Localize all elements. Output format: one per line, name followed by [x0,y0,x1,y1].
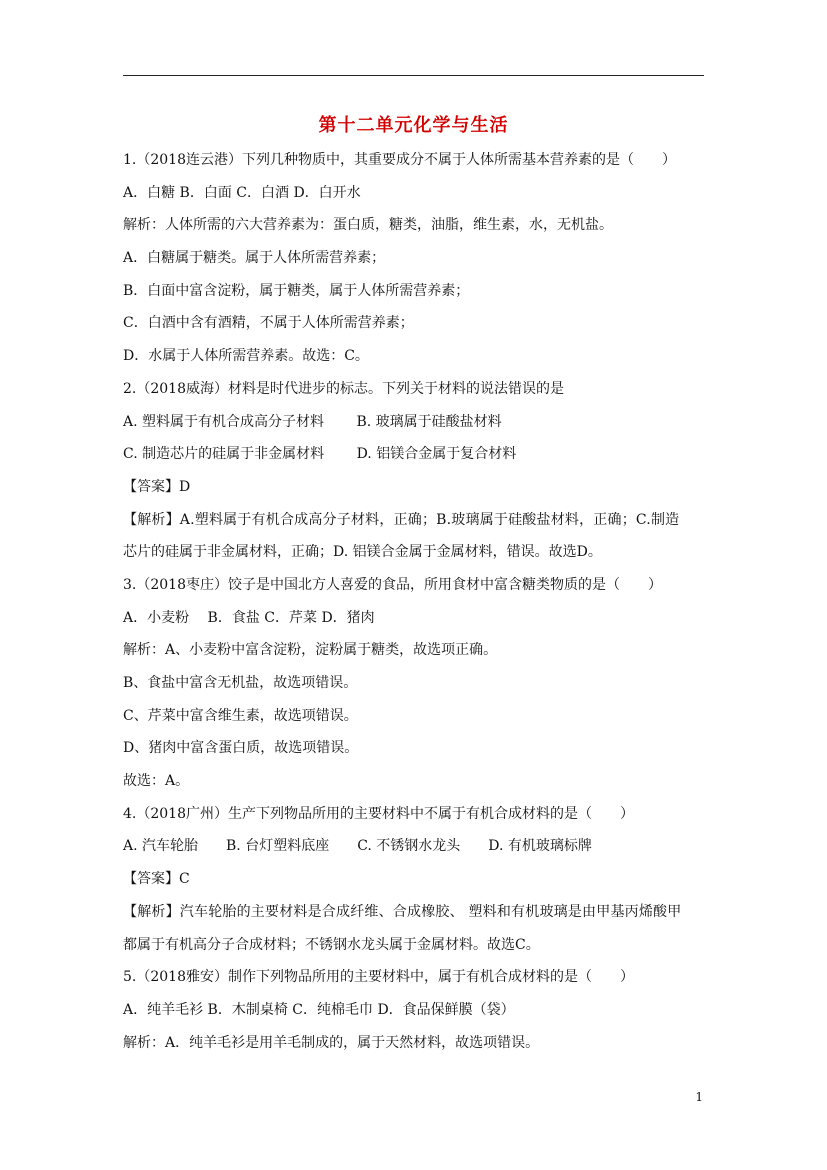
text-line: D、猪肉中富含蛋白质，故选项错误。 [123,740,359,757]
text-line: A. 汽车轮胎 B. 台灯塑料底座 C. 不锈钢水龙头 D. 有机玻璃标牌 [123,838,592,855]
document-body [123,151,708,1066]
text-line: A．小麦粉 B．食盐 C．芹菜 D．猪肉 [123,609,375,626]
document-title: 第十二单元化学与生活 [318,115,509,136]
text-line: 解析：人体所需的六大营养素为：蛋白质，糖类，油脂，维生素，水，无机盐。 [123,217,613,234]
text-line: C. 制造芯片的硅属于非金属材料 D. 铝镁合金属于复合材料 [123,446,517,463]
text-line: 解析：A、小麦粉中富含淀粉，淀粉属于糖类，故选项正确。 [123,642,498,659]
text-line: 解析：A．纯羊毛衫是用羊毛制成的，属于天然材料，故选项错误。 [123,1034,540,1051]
text-line: 5.（2018雅安）制作下列物品所用的主要材料中，属于有机合成材料的是（ ） [123,969,634,986]
text-line: C．白酒中含有酒精，不属于人体所需营养素； [123,315,414,332]
text-line: 4.（2018广州）生产下列物品所用的主要材料中不属于有机合成材料的是（ ） [123,805,634,822]
text-line: 【解析】汽车轮胎的主要材料是合成纤维、合成橡胶、 塑料和有机玻璃是由甲基丙烯酸甲 [123,903,682,920]
text-line: 2.（2018威海）材料是时代进步的标志。下列关于材料的说法错误的是 [123,380,564,397]
text-line: A. 塑料属于有机合成高分子材料 B. 玻璃属于硅酸盐材料 [123,413,502,430]
text-line: 都属于有机高分子合成材料；不锈钢水龙头属于金属材料。故选C。 [123,936,540,953]
header-rule [123,75,704,76]
text-line: 3.（2018枣庄）饺子是中国北方人喜爱的食品，所用食材中富含糖类物质的是（ ） [123,576,662,593]
text-line: 1.（2018连云港）下列几种物质中，其重要成分不属于人体所需基本营养素的是（ ） [123,152,676,168]
text-line: 【答案】D [123,478,191,495]
text-line: 芯片的硅属于非金属材料，正确；D. 铝镁合金属于金属材料，错误。故选D。 [123,544,602,561]
text-line: D．水属于人体所需营养素。故选：C。 [123,348,369,365]
text-line: 【解析】A.塑料属于有机合成高分子材料，正确；B.玻璃属于硅酸盐材料，正确；C.制造 [123,511,680,528]
text-line: B、食盐中富含无机盐，故选项错误。 [123,675,358,691]
text-line: C、芹菜中富含维生素，故选项错误。 [123,707,358,724]
text-line: 故选：A。 [123,773,190,790]
text-line: 【答案】C [123,871,190,888]
text-line: A．纯羊毛衫 B．木制桌椅 C．纯棉毛巾 D．食品保鲜膜（袋） [123,1001,515,1018]
text-line: B．白面中富含淀粉，属于糖类，属于人体所需营养素； [123,282,470,299]
text-line: A．白糖 B．白面 C．白酒 D．白开水 [123,184,361,201]
page-number: 1 [695,1090,703,1104]
text-line: A．白糖属于糖类。属于人体所需营养素； [123,250,386,267]
